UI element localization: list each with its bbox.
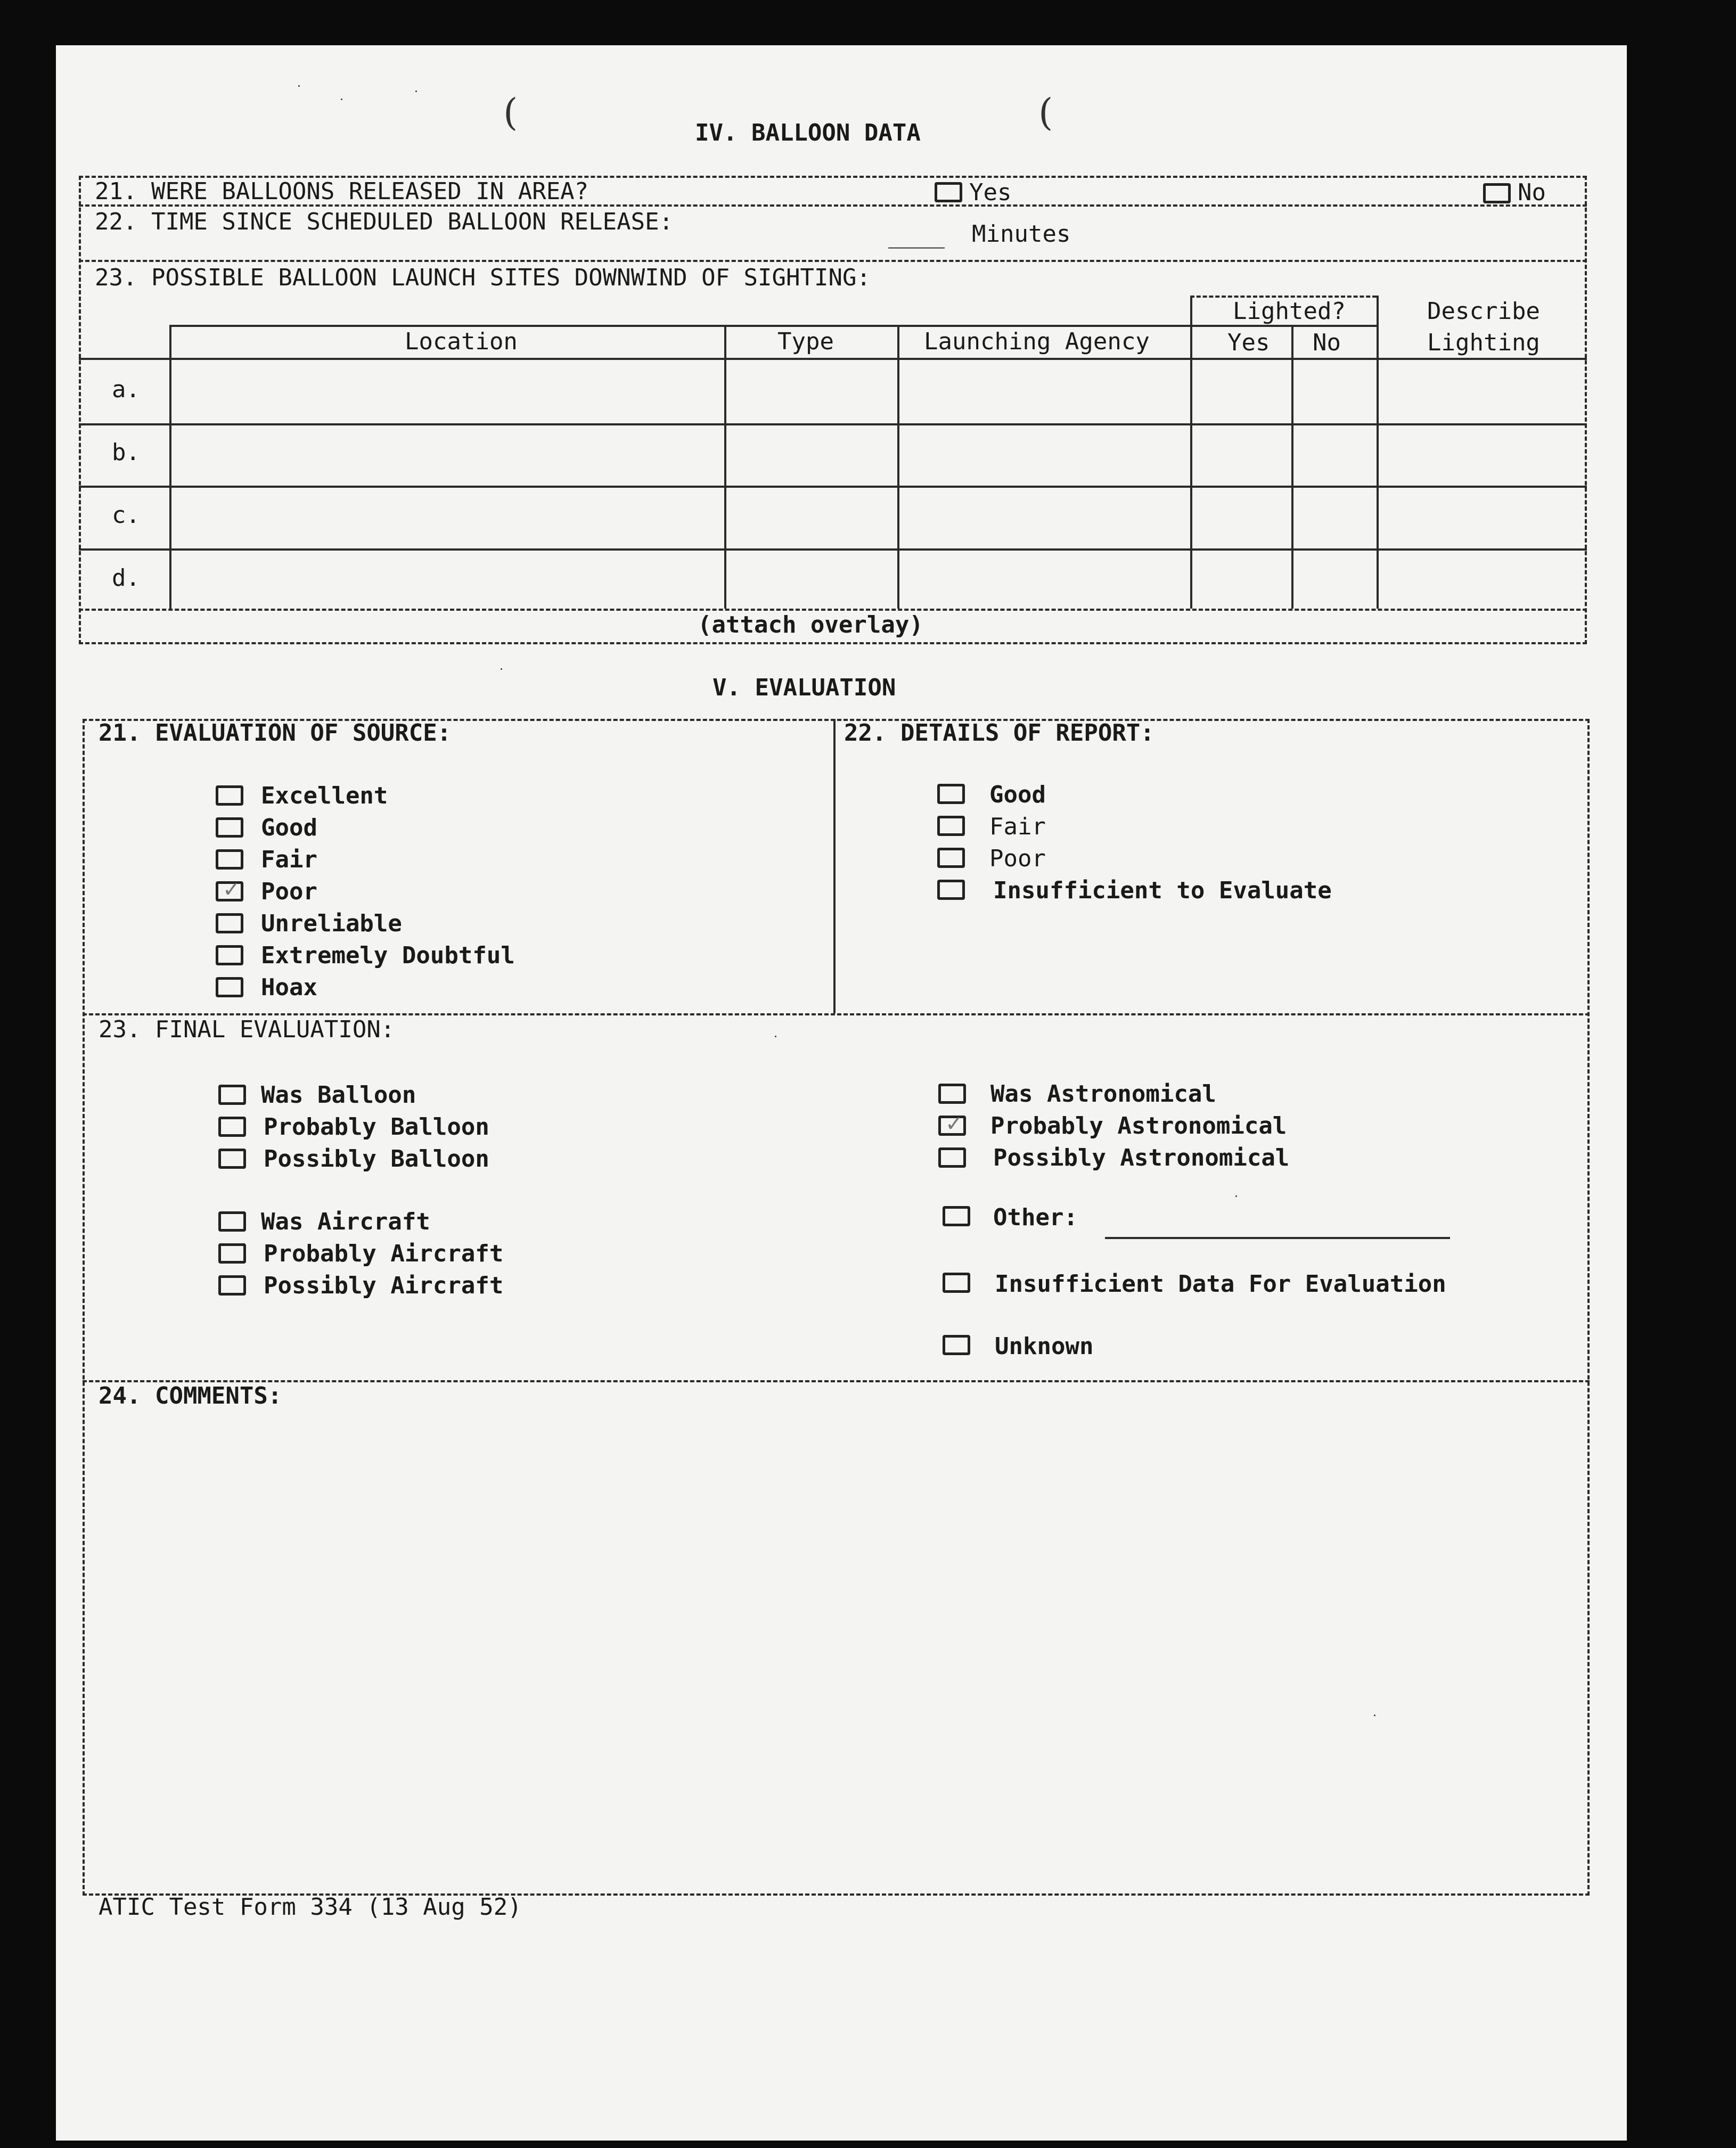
stray-paren-left: ( bbox=[503, 91, 518, 134]
col-launching-agency: Launching Agency bbox=[924, 328, 1150, 355]
possibly-aircraft-checkbox[interactable] bbox=[218, 1275, 246, 1296]
table-header-bottom bbox=[79, 358, 1587, 360]
eval-col-divider bbox=[833, 719, 836, 1013]
col-type: Type bbox=[777, 328, 834, 355]
row-label-c: c. bbox=[112, 502, 140, 529]
possibly-astronomical-label: Possibly Astronomical bbox=[993, 1144, 1290, 1171]
source-fair-checkbox[interactable] bbox=[216, 849, 243, 870]
q22-minutes-blank[interactable]: ____ bbox=[888, 222, 945, 249]
q22-time-label: 22. TIME SINCE SCHEDULED BALLOON RELEASE: bbox=[95, 208, 674, 235]
possibly-astronomical-checkbox[interactable] bbox=[938, 1147, 966, 1168]
probably-aircraft-label: Probably Aircraft bbox=[264, 1240, 504, 1267]
col-describe: Describe bbox=[1427, 298, 1540, 325]
col-divider bbox=[897, 325, 899, 609]
probably-astronomical-label: Probably Astronomical bbox=[990, 1112, 1287, 1139]
possibly-aircraft-label: Possibly Aircraft bbox=[264, 1272, 504, 1299]
col-lighted: Lighted? bbox=[1233, 298, 1346, 325]
was-astronomical-checkbox[interactable] bbox=[938, 1084, 966, 1104]
q21-yes-checkbox[interactable] bbox=[935, 182, 962, 202]
was-balloon-checkbox[interactable] bbox=[218, 1085, 246, 1105]
eval-source-label: 21. EVALUATION OF SOURCE: bbox=[99, 719, 452, 747]
was-aircraft-label: Was Aircraft bbox=[261, 1208, 430, 1235]
was-astronomical-label: Was Astronomical bbox=[990, 1080, 1216, 1108]
divider bbox=[83, 1380, 1590, 1382]
source-extremely-doubtful-label: Extremely Doubtful bbox=[261, 942, 515, 969]
table-row-line bbox=[79, 486, 1587, 488]
balloon-data-box bbox=[79, 176, 1587, 644]
probably-balloon-checkbox[interactable] bbox=[218, 1117, 246, 1137]
q21-no-label: No bbox=[1518, 179, 1546, 206]
col-lighted-yes: Yes bbox=[1227, 329, 1270, 356]
source-good-label: Good bbox=[261, 814, 317, 841]
col-lighting: Lighting bbox=[1427, 329, 1540, 356]
other-label: Other: bbox=[993, 1204, 1078, 1231]
source-poor-label: Poor bbox=[261, 878, 317, 905]
col-divider bbox=[1190, 296, 1192, 609]
final-evaluation-label: 23. FINAL EVALUATION: bbox=[99, 1016, 395, 1043]
source-extremely-doubtful-checkbox[interactable] bbox=[216, 945, 243, 965]
comments-label: 24. COMMENTS: bbox=[99, 1382, 282, 1409]
table-header-top-lighted bbox=[1190, 325, 1377, 327]
other-input-line[interactable] bbox=[1105, 1237, 1450, 1239]
divider bbox=[79, 609, 1587, 611]
section-v-title: V. EVALUATION bbox=[713, 674, 896, 701]
was-aircraft-checkbox[interactable] bbox=[218, 1211, 246, 1232]
row-label-d: d. bbox=[112, 564, 140, 592]
details-fair-checkbox[interactable] bbox=[937, 816, 965, 836]
details-report-label: 22. DETAILS OF REPORT: bbox=[844, 719, 1154, 747]
details-good-checkbox[interactable] bbox=[937, 784, 965, 804]
other-checkbox[interactable] bbox=[943, 1206, 970, 1226]
source-poor-checkbox[interactable] bbox=[216, 881, 243, 901]
details-poor-checkbox[interactable] bbox=[937, 848, 965, 868]
source-good-checkbox[interactable] bbox=[216, 817, 243, 838]
table-row-line bbox=[79, 548, 1587, 551]
col-divider bbox=[169, 325, 171, 609]
unknown-checkbox[interactable] bbox=[943, 1335, 970, 1355]
details-fair-label: Fair bbox=[989, 813, 1046, 840]
q21-no-checkbox[interactable] bbox=[1483, 183, 1511, 203]
row-label-a: a. bbox=[112, 376, 140, 403]
probably-astronomical-checkbox[interactable] bbox=[938, 1116, 966, 1136]
col-divider bbox=[1377, 296, 1379, 609]
speck bbox=[415, 91, 417, 92]
details-insufficient-checkbox[interactable] bbox=[937, 880, 965, 900]
source-hoax-label: Hoax bbox=[261, 974, 317, 1001]
probably-balloon-label: Probably Balloon bbox=[264, 1113, 489, 1141]
row-label-b: b. bbox=[112, 439, 140, 466]
speck bbox=[501, 668, 502, 670]
form-id: ATIC Test Form 334 (13 Aug 52) bbox=[99, 1893, 522, 1921]
source-fair-label: Fair bbox=[261, 846, 317, 873]
attach-overlay-note: (attach overlay) bbox=[698, 611, 923, 638]
unknown-label: Unknown bbox=[995, 1333, 1094, 1360]
source-excellent-label: Excellent bbox=[261, 782, 388, 809]
stray-paren-right: ( bbox=[1038, 91, 1053, 134]
probably-aircraft-checkbox[interactable] bbox=[218, 1243, 246, 1264]
insufficient-data-checkbox[interactable] bbox=[943, 1273, 970, 1293]
col-divider bbox=[1291, 325, 1293, 609]
source-hoax-checkbox[interactable] bbox=[216, 977, 243, 997]
comments-area[interactable] bbox=[93, 1416, 1579, 1885]
divider bbox=[83, 1013, 1590, 1015]
q21-yes-label: Yes bbox=[969, 179, 1012, 206]
col-lighted-no: No bbox=[1313, 329, 1341, 356]
q22-minutes-units: Minutes bbox=[972, 220, 1071, 248]
divider bbox=[79, 260, 1587, 262]
section-iv-title: IV. BALLOON DATA bbox=[695, 119, 921, 146]
details-poor-label: Poor bbox=[989, 845, 1046, 872]
q21-balloons-label: 21. WERE BALLOONS RELEASED IN AREA? bbox=[95, 178, 589, 205]
speck bbox=[341, 99, 342, 100]
speck bbox=[298, 85, 300, 87]
table-header-top bbox=[169, 325, 1190, 327]
details-insufficient-label: Insufficient to Evaluate bbox=[993, 877, 1332, 904]
possibly-balloon-label: Possibly Balloon bbox=[264, 1145, 489, 1173]
q23-launch-sites-label: 23. POSSIBLE BALLOON LAUNCH SITES DOWNWIND OF SIGHTING: bbox=[95, 264, 871, 291]
insufficient-data-label: Insufficient Data For Evaluation bbox=[995, 1270, 1446, 1298]
details-good-label: Good bbox=[989, 781, 1046, 808]
source-unreliable-label: Unreliable bbox=[261, 910, 402, 937]
source-excellent-checkbox[interactable] bbox=[216, 785, 243, 806]
was-balloon-label: Was Balloon bbox=[261, 1081, 416, 1109]
col-divider bbox=[724, 325, 726, 609]
table-row-line bbox=[79, 423, 1587, 425]
col-location: Location bbox=[405, 328, 518, 355]
possibly-balloon-checkbox[interactable] bbox=[218, 1149, 246, 1169]
source-unreliable-checkbox[interactable] bbox=[216, 913, 243, 933]
